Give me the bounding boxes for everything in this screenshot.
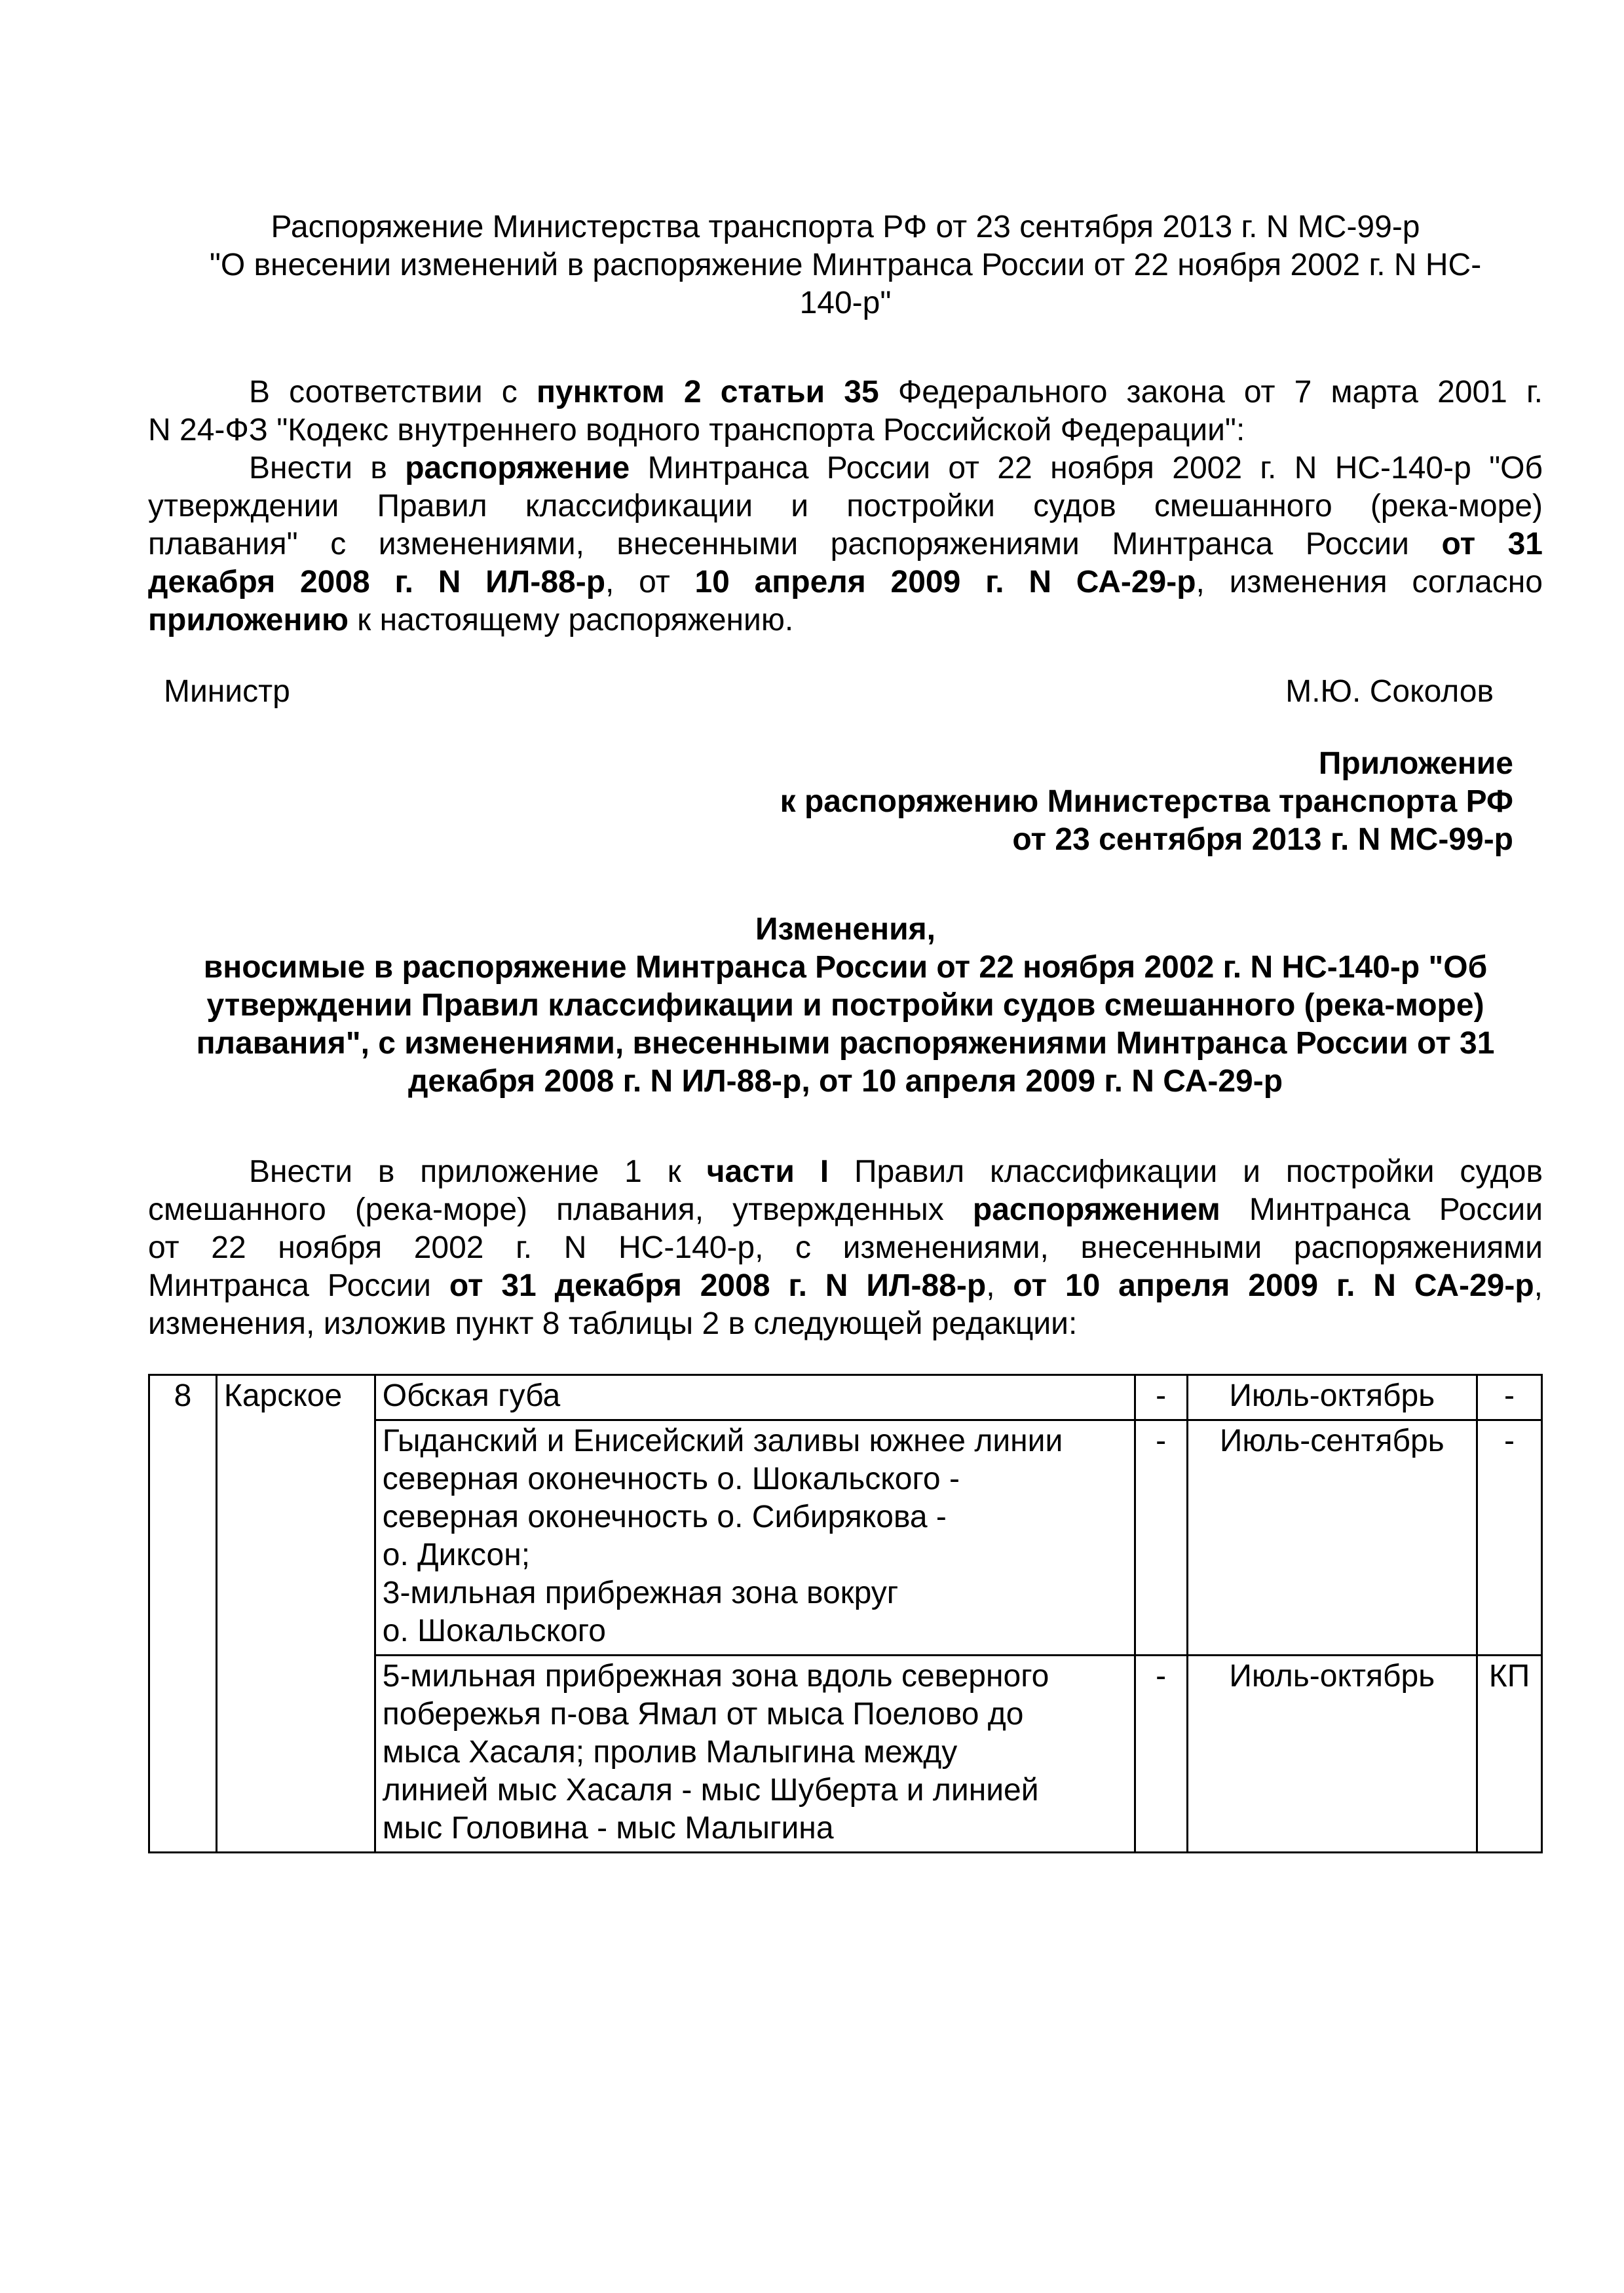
- area-line: Обская губа: [382, 1378, 561, 1413]
- link-order-sa-29-body[interactable]: от 10 апреля 2009 г. N СА-29-р: [1013, 1268, 1534, 1303]
- area-line: 5-мильная прибрежная зона вдоль северного: [382, 1659, 1049, 1694]
- area-line: мыса Хасаля; пролив Малыгина между: [382, 1735, 958, 1770]
- link-order-il-88[interactable]: от 31: [1441, 527, 1543, 561]
- area-line: Гыданский и Енисейский заливы южнее линии: [382, 1424, 1063, 1458]
- area-line: о. Диксон;: [382, 1538, 531, 1572]
- col4-cell: -: [1135, 1420, 1187, 1656]
- preamble-p2-line-5: приложению к настоящему распоряжению.: [148, 603, 794, 637]
- row-number-cell: 8: [149, 1375, 217, 1853]
- signature-position: Министр: [164, 674, 290, 709]
- area-line: мыс Головина - мыс Малыгина: [382, 1811, 834, 1846]
- body-line-1: Внести в приложение 1 к части I Правил классификации и постройки судов: [249, 1154, 1543, 1189]
- link-order-sa-29[interactable]: 10 апреля 2009 г. N СА-29-р: [694, 565, 1196, 599]
- area-line: 3-мильная прибрежная зона вокруг: [382, 1576, 899, 1610]
- area-line: северная оконечность о. Сибирякова -: [382, 1500, 947, 1534]
- sea-name-cell: Карское: [216, 1375, 375, 1853]
- document-title-line-1: Распоряжение Министерства транспорта РФ от 23 сентября 2013 г. N МС-99-р: [271, 210, 1420, 244]
- period-cell: Июль-сентябрь: [1187, 1420, 1477, 1656]
- period-cell: Июль-октябрь: [1187, 1656, 1477, 1853]
- link-order-il-88-body[interactable]: от 31 декабря 2008 г. N ИЛ-88-р: [449, 1268, 987, 1303]
- preamble-p1-line-2: N 24-ФЗ "Кодекс внутреннего водного транспорта Российской Федерации":: [148, 413, 1245, 447]
- table-row: [149, 1375, 1542, 1420]
- preamble-p2-line-2: утверждении Правил классификации и постройки судов смешанного (река-море): [148, 489, 1543, 523]
- appendix-ref-line-1: Приложение: [1318, 746, 1513, 781]
- col4-cell: -: [1135, 1656, 1187, 1853]
- changes-title-line-1: Изменения,: [755, 912, 935, 947]
- area-line: побережья п-ова Ямал от мыса Поелово до: [382, 1697, 1024, 1732]
- area-line: северная оконечность о. Шокальского -: [382, 1462, 960, 1496]
- body-line-2: смешанного (река-море) плавания, утвержденных распоряжением Минтранса России: [148, 1192, 1543, 1227]
- preamble-p2-line-1: Внести в распоряжение Минтранса России от 22 ноября 2002 г. N НС-140-р "Об: [249, 451, 1543, 485]
- signature-name: М.Ю. Соколов: [1285, 674, 1494, 709]
- changes-title-line-5: декабря 2008 г. N ИЛ-88-р, от 10 апреля 2009 г. N СА-29-р: [407, 1064, 1283, 1099]
- preamble-p2-line-4: декабря 2008 г. N ИЛ-88-р, от 10 апреля 2009 г. N СА-29-р, изменения согласно: [148, 565, 1543, 599]
- link-order-body[interactable]: распоряжением: [972, 1192, 1220, 1227]
- changes-title-line-2: вносимые в распоряжение Минтранса России от 22 ноября 2002 г. N НС-140-р "Об: [203, 950, 1488, 985]
- appendix-ref-line-2: к распоряжению Министерства транспорта РФ: [780, 784, 1513, 819]
- preamble-p1-line-1: В соответствии с пунктом 2 статьи 35 Федерального закона от 7 марта 2001 г.: [249, 375, 1543, 409]
- col4-cell: -: [1135, 1375, 1187, 1420]
- area-line: линией мыс Хасаля - мыс Шуберта и линией: [382, 1773, 1039, 1808]
- col6-cell: -: [1477, 1420, 1541, 1656]
- area-cell: [375, 1420, 1135, 1656]
- col6-cell: -: [1477, 1375, 1541, 1420]
- preamble-p2-line-3: плавания" с изменениями, внесенными распоряжениями Минтранса России от 31: [148, 527, 1543, 561]
- area-line: о. Шокальского: [382, 1614, 606, 1648]
- link-order[interactable]: распоряжение: [405, 451, 630, 485]
- col6-cell: КП: [1477, 1656, 1541, 1853]
- changes-title-line-4: плавания", с изменениями, внесенными распоряжениями Минтранса России от 31: [196, 1026, 1495, 1061]
- document-title-line-2: "О внесении изменений в распоряжение Минтранса России от 22 ноября 2002 г. N НС-: [209, 248, 1482, 282]
- body-line-4: Минтранса России от 31 декабря 2008 г. N ИЛ-88-р, от 10 апреля 2009 г. N СА-29-р,: [148, 1268, 1543, 1303]
- changes-title-line-3: утверждении Правил классификации и постройки судов смешанного (река-море): [206, 988, 1484, 1023]
- area-cell: [375, 1656, 1135, 1853]
- navigation-areas-table: [148, 1374, 1543, 1853]
- document-title-line-3: 140-р": [799, 286, 892, 320]
- appendix-ref-line-3: от 23 сентября 2013 г. N МС-99-р: [1012, 822, 1513, 857]
- link-article-35[interactable]: пунктом 2 статьи 35: [536, 375, 879, 409]
- body-line-5: изменения, изложив пункт 8 таблицы 2 в следующей редакции:: [148, 1306, 1078, 1341]
- period-cell: Июль-октябрь: [1187, 1375, 1477, 1420]
- body-line-3: от 22 ноября 2002 г. N НС-140-р, с изменениями, внесенными распоряжениями: [148, 1230, 1543, 1265]
- link-part-1[interactable]: части I: [706, 1154, 829, 1189]
- area-cell: [375, 1375, 1135, 1420]
- link-appendix[interactable]: приложению: [148, 603, 349, 637]
